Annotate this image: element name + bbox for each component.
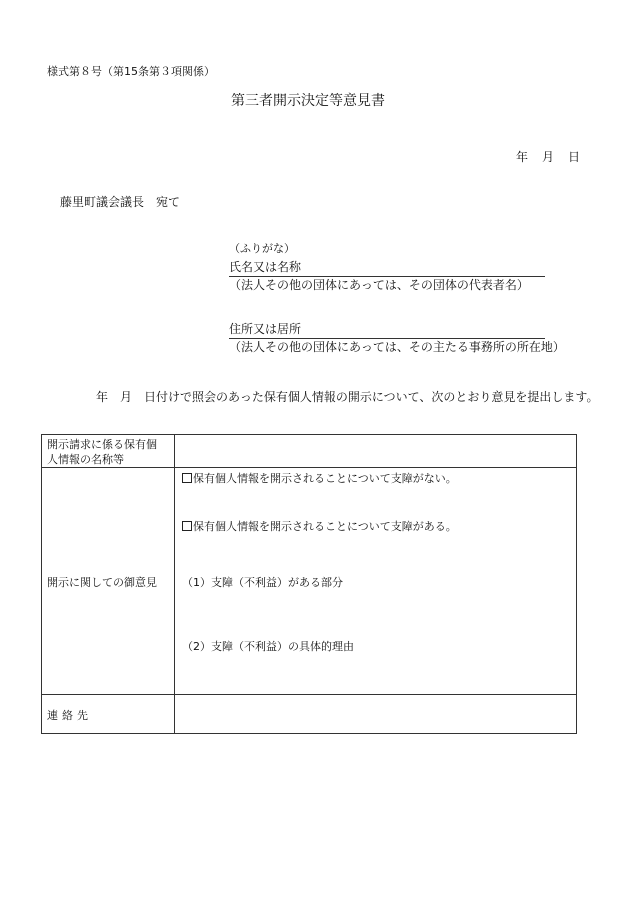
info-name-value-cell[interactable]: [175, 435, 577, 468]
furigana-label: （ふりがな）: [229, 242, 295, 255]
date-day-label: 日: [568, 150, 581, 164]
info-name-label-line2: 人情報の名称等: [47, 453, 124, 466]
form-number: 様式第８号（第15条第３項関係）: [47, 65, 215, 78]
document-title: 第三者開示決定等意見書: [231, 93, 385, 109]
date-month-label: 月: [542, 150, 555, 164]
name-field[interactable]: 氏名又は名称: [229, 258, 545, 277]
contact-label: 連絡先: [47, 708, 92, 722]
opinion-label-cell: [42, 468, 175, 695]
info-name-label-cell: [42, 435, 175, 468]
intro-text: 年 月 日付けで照会のあった保有個人情報の開示について、次のとおり意見を提出します。: [96, 390, 599, 404]
sub-item-specific-reason: （2）支障（不利益）の具体的理由: [182, 640, 354, 653]
sub-item-affected-part: （1）支障（不利益）がある部分: [182, 576, 343, 589]
table-row-contact: [42, 695, 577, 734]
option-no-issue[interactable]: [182, 470, 457, 486]
option-issue-label: 保有個人情報を開示されることについて支障がある。: [193, 520, 457, 533]
opinion-table: [41, 434, 577, 734]
checkbox-issue[interactable]: [182, 521, 192, 531]
info-name-label-line1: 開示請求に係る保有個: [47, 438, 157, 451]
address-field[interactable]: 住所又は居所: [229, 320, 545, 339]
opinion-value-cell: [175, 468, 577, 695]
table-row-info-name: [42, 435, 577, 468]
info-name-label: [42, 435, 174, 467]
addressee: 藤里町議会議長 宛て: [60, 195, 181, 209]
name-note: （法人その他の団体にあっては、その団体の代表者名）: [229, 278, 529, 292]
contact-label-cell: [42, 695, 175, 734]
date-year-label: 年: [516, 150, 529, 164]
date-line: [516, 148, 580, 165]
address-note: （法人その他の団体にあっては、その主たる事務所の所在地）: [229, 340, 565, 354]
checkbox-no-issue[interactable]: [182, 473, 192, 483]
table-row-opinion: [42, 468, 577, 695]
contact-value-cell[interactable]: [175, 695, 577, 734]
option-issue[interactable]: [182, 518, 457, 534]
opinion-label: 開示に関しての御意見: [47, 575, 157, 589]
option-no-issue-label: 保有個人情報を開示されることについて支障がない。: [193, 472, 457, 485]
